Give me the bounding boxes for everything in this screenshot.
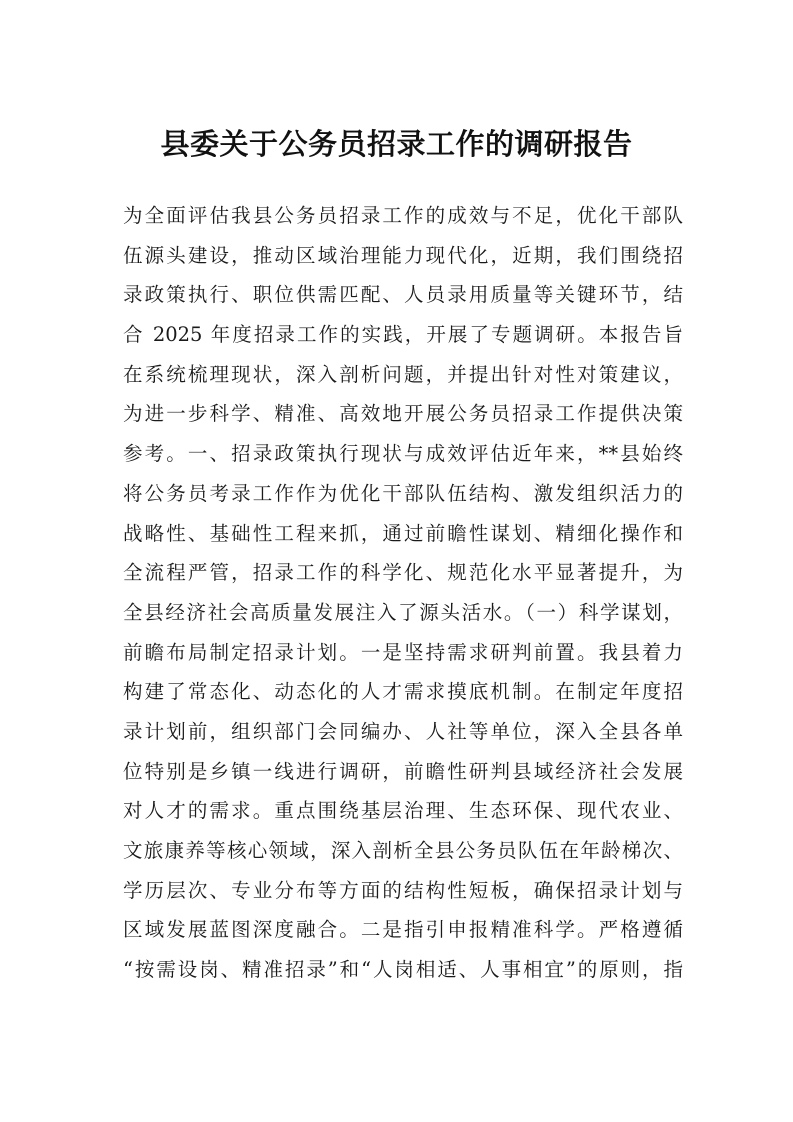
body-line: 区域发展蓝图深度融合。二是指引申报精准科学。严格遵循 xyxy=(123,918,683,942)
body-line: 将公务员考录工作作为优化干部队伍结构、激发组织活力的 xyxy=(123,481,683,505)
body-line: 文旅康养等核心领域，深入剖析全县公务员队伍在年龄梯次、 xyxy=(123,839,683,862)
body-line: 前瞻布局制定招录计划。一是坚持需求研判前置。我县着力 xyxy=(123,640,683,664)
body-line: 全流程严管，招录工作的科学化、规范化水平显著提升，为 xyxy=(123,561,683,585)
body-line: 为进一步科学、精准、高效地开展公务员招录工作提供决策 xyxy=(123,402,683,426)
body-line: 录计划前，组织部门会同编办、人社等单位，深入全县各单 xyxy=(123,719,683,743)
document-body xyxy=(123,196,683,990)
body-line: 为全面评估我县公务员招录工作的成效与不足，优化干部队 xyxy=(123,204,683,227)
document-title: 县委关于公务员招录工作的调研报告 xyxy=(160,127,633,161)
body-line: 参考。一、招录政策执行现状与成效评估近年来，**县始终 xyxy=(123,442,683,466)
body-line: 构建了常态化、动态化的人才需求摸底机制。在制定年度招 xyxy=(123,680,683,704)
body-line: 战略性、基础性工程来抓，通过前瞻性谋划、精细化操作和 xyxy=(123,521,683,545)
body-line: 录政策执行、职位供需匹配、人员录用质量等关键环节，结 xyxy=(123,283,683,307)
body-line: 合 2025 年度招录工作的实践，开展了专题调研。本报告旨 xyxy=(123,323,683,347)
body-line: 在系统梳理现状，深入剖析问题，并提出针对性对策建议， xyxy=(123,362,683,386)
body-line: 对人才的需求。重点围绕基层治理、生态环保、现代农业、 xyxy=(123,799,683,823)
body-line: 全县经济社会高质量发展注入了源头活水。（一）科学谋划， xyxy=(123,600,683,624)
body-line: 学历层次、专业分布等方面的结构性短板，确保招录计划与 xyxy=(123,878,683,902)
body-line: 位特别是乡镇一线进行调研，前瞻性研判县域经济社会发展 xyxy=(123,759,683,783)
body-line: “按需设岗、精准招录”和“人岗相适、人事相宜”的原则，指 xyxy=(123,958,683,982)
body-line: 伍源头建设，推动区域治理能力现代化，近期，我们围绕招 xyxy=(123,243,683,267)
